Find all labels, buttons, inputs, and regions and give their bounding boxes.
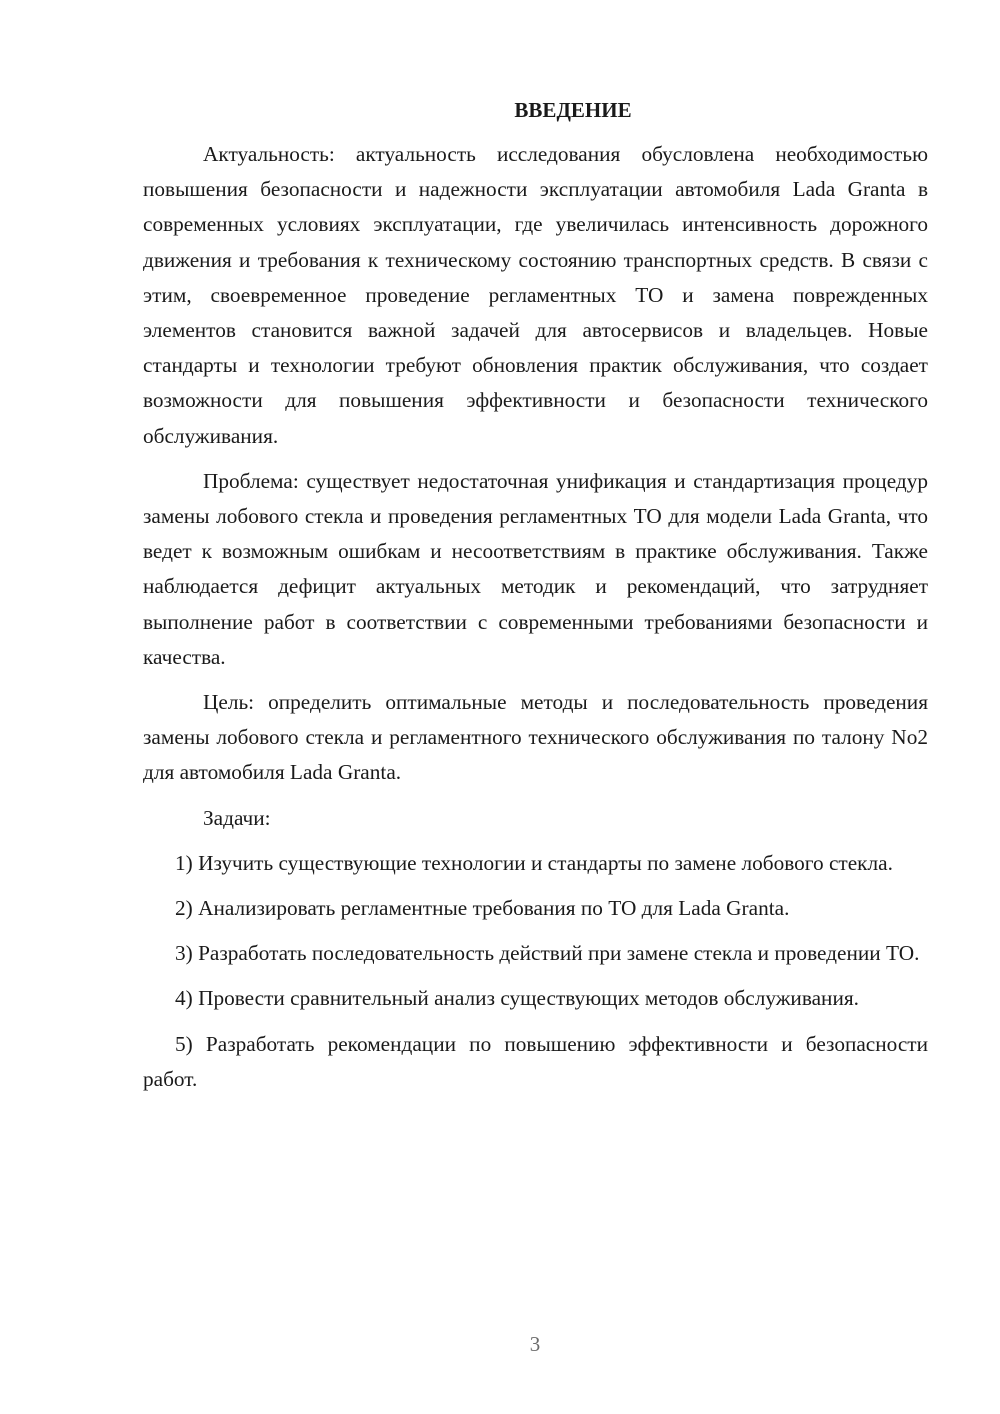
relevance-paragraph: Актуальность: актуальность исследования обусловлена необходимостью повышения безопасности и надежности эксплуатации автомобиля Lada Granta в современных условиях эксплуатации, где увеличилась интенсивность дорожного движения и требования к техническому состоянию транспортных средств. В связи с этим, своевременное проведение регламентных ТО и замена поврежденных элементов становится важной задачей для автосервисов и владельцев. Новые стандарты и технологии требуют обновления практик обслуживания, что создает возможности для повышения эффективности и безопасности технического обслуживания. — [143, 142, 928, 448]
problem-paragraph: Проблема: существует недостаточная унификация и стандартизация процедур замены лобового стекла и проведения регламентных ТО для модели Lada Granta, что ведет к возможным ошибкам и несоответствиям в практике обслуживания. Также наблюдается дефицит актуальных методик и рекомендаций, что затрудняет выполнение работ в соответствии с современными требованиями безопасности и качества. — [143, 468, 928, 669]
task-item: 1) Изучить существующие технологии и стандарты по замене лобового стекла. — [175, 850, 893, 875]
page-title: ВВЕДЕНИЕ — [514, 98, 632, 122]
page-content — [143, 93, 928, 1107]
task-item: 5) Разработать рекомендации по повышению эффективности и безопасности работ. — [143, 1031, 928, 1091]
task-item: 4) Провести сравнительный анализ существующих методов обслуживания. — [175, 986, 859, 1011]
page-number: 3 — [529, 1332, 541, 1356]
goal-paragraph: Цель: определить оптимальные методы и последовательность проведения замены лобового стекла и регламентного технического обслуживания по талону No2 для автомобиля Lada Granta. — [143, 690, 928, 785]
task-item: 2) Анализировать регламентные требования по ТО для Lada Granta. — [175, 896, 790, 921]
task-item: 3) Разработать последовательность действий при замене стекла и проведении ТО. — [175, 941, 920, 966]
tasks-heading: Задачи: — [203, 805, 271, 830]
